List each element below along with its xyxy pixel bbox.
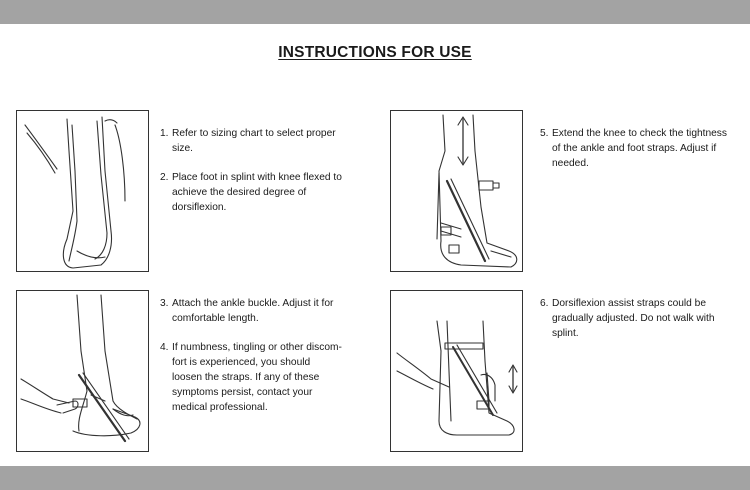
step-number: 1. [160,128,169,139]
step-text: If numbness, tingling or other discom- fort is experienced, you should loosen the straps. If any of these symptoms persist, contact your medical professional. [172,342,342,413]
page-title: INSTRUCTIONS FOR USE [278,44,472,61]
step-text: Refer to sizing chart to select proper size. [172,128,336,154]
top-gray-band [0,0,750,24]
steps-group-4 [540,296,745,355]
step-item [160,296,365,326]
step-text: Place foot in splint with knee flexed to achieve the desired degree of dorsiflexion. [172,172,342,213]
illustration-dorsiflexion-adjust [390,290,523,452]
illustration-knee-extend [390,110,523,272]
step-text: Attach the ankle buckle. Adjust it for comfortable length. [172,298,334,324]
step-number: 4. [160,342,169,353]
steps-group-1 [160,126,365,229]
bottom-gray-band [0,466,750,490]
step-item [160,170,365,215]
ankle-buckle-hands-icon [17,291,150,453]
steps-group-2 [540,126,745,185]
knee-extend-arrow-icon [391,111,524,273]
foot-in-splint-side-icon [17,111,150,273]
step-text: Dorsiflexion assist straps could be gradually adjusted. Do not walk with splint. [552,298,715,339]
step-number: 3. [160,298,169,309]
step-item [540,126,745,171]
illustration-ankle-buckle [16,290,149,452]
step-number: 5. [540,128,549,139]
step-number: 6. [540,298,549,309]
step-text: Extend the knee to check the tightness of the ankle and foot straps. Adjust if needed. [552,128,727,169]
step-item [540,296,745,341]
step-item [160,126,365,156]
steps-group-3 [160,296,365,429]
step-item [160,340,365,415]
illustration-foot-in-splint [16,110,149,272]
step-number: 2. [160,172,169,183]
dorsiflexion-strap-adjust-icon [391,291,524,453]
